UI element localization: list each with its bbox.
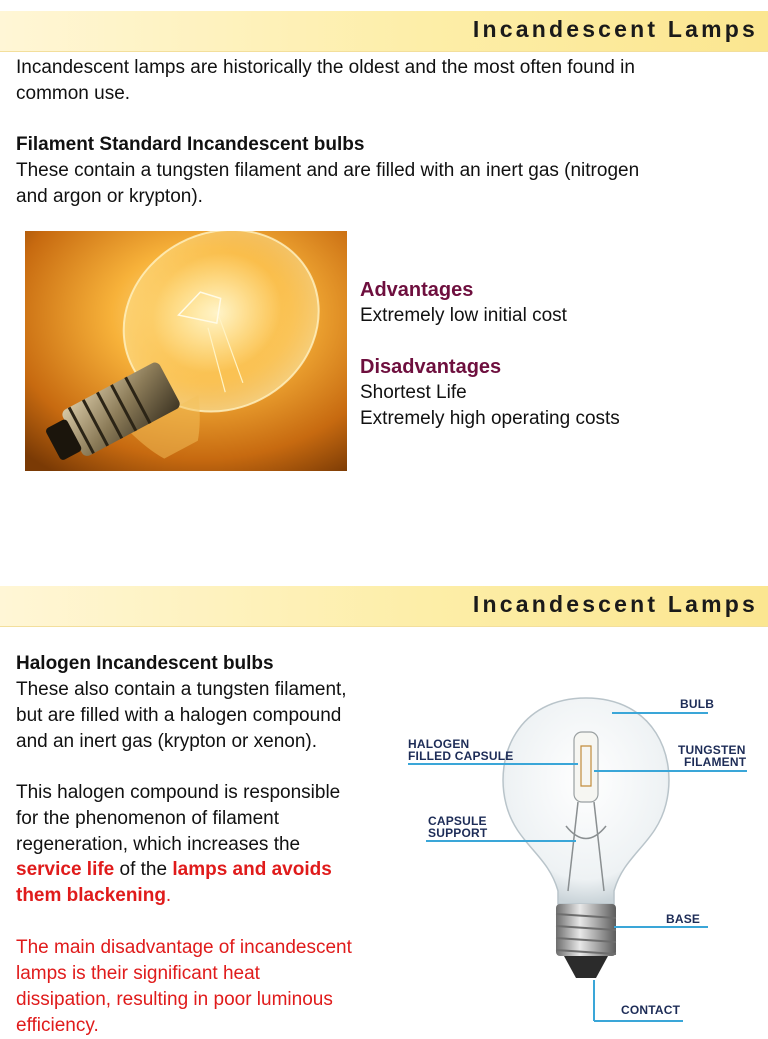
label-tungsten-2: FILAMENT xyxy=(684,755,747,769)
slide1-intro-line1: Incandescent lamps are historically the oldest and the most often found in xyxy=(16,57,635,78)
label-bulb: BULB xyxy=(680,697,715,711)
slide1-title: Incandescent Lamps xyxy=(472,16,758,42)
disadvantage-item: Extremely high operating costs xyxy=(360,408,620,429)
slide2-heading: Halogen Incandescent bulbs xyxy=(16,653,274,674)
halogen-bulb-diagram xyxy=(398,676,768,1024)
disadvantages-heading: Disadvantages xyxy=(360,356,502,378)
slide2-para2-line: for the phenomenon of filament xyxy=(16,808,280,829)
label-base: BASE xyxy=(666,912,701,926)
advantages-heading: Advantages xyxy=(360,279,474,301)
slide2-para3-line: The main disadvantage of incandescent xyxy=(16,937,352,958)
advantage-item: Extremely low initial cost xyxy=(360,305,567,326)
slide2-para3-line: dissipation, resulting in poor luminous xyxy=(16,989,333,1010)
slide1-section-heading: Filament Standard Incandescent bulbs xyxy=(16,134,365,155)
slide2-para2-line: regeneration, which increases the xyxy=(16,834,301,855)
label-capsule-1: CAPSULE xyxy=(428,814,487,828)
label-contact: CONTACT xyxy=(621,1003,681,1017)
slide1-section-line1: These contain a tungsten filament and are filled with an inert gas (nitrogen xyxy=(16,160,640,181)
lamps-emphasis: lamps and avoids xyxy=(172,859,332,880)
slide1-section-line2: and argon or krypton). xyxy=(16,186,203,207)
slide2-para2-line4 xyxy=(16,857,332,883)
slide2-para1-line: but are filled with a halogen compound xyxy=(16,705,342,726)
slide2-banner xyxy=(0,586,768,627)
slide1-banner xyxy=(0,11,768,52)
period: . xyxy=(165,885,172,906)
label-tungsten-1: TUNGSTEN xyxy=(678,743,746,757)
incandescent-bulb-photo xyxy=(25,231,347,471)
slide2-para2-line: This halogen compound is responsible xyxy=(16,782,341,803)
slide2-para3-line: efficiency. xyxy=(16,1015,99,1036)
label-capsule-2: SUPPORT xyxy=(428,826,488,840)
label-halogen-1: HALOGEN xyxy=(408,737,470,751)
slide2-para1-line: and an inert gas (krypton or xenon). xyxy=(16,731,318,752)
blackening-emphasis: them blackening xyxy=(16,885,166,906)
slide2-para1-line: These also contain a tungsten filament, xyxy=(16,679,347,700)
slide1-intro-line2: common use. xyxy=(16,83,131,104)
slide2-para3-line: lamps is their significant heat xyxy=(16,963,260,984)
slide2-title: Incandescent Lamps xyxy=(472,591,758,617)
slide2-para2-line5 xyxy=(16,883,171,909)
service-life-emphasis: service life xyxy=(16,859,115,880)
disadvantage-item: Shortest Life xyxy=(360,382,467,403)
label-halogen-2: FILLED CAPSULE xyxy=(408,749,514,763)
of-the-text: of the xyxy=(114,859,173,880)
